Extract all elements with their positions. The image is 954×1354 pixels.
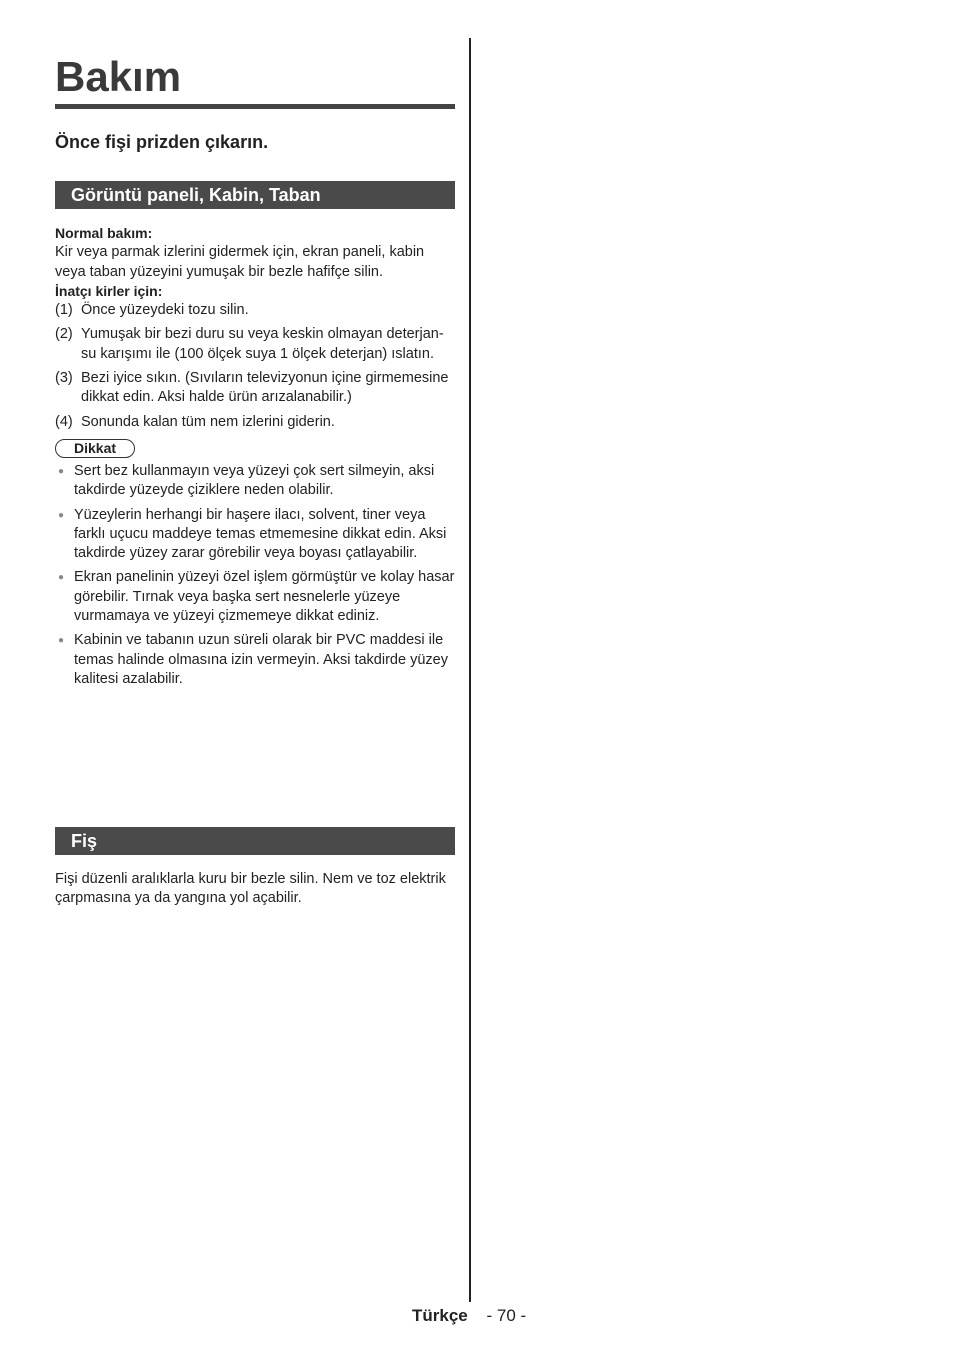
list-item [55,462,455,501]
list-item [55,413,455,432]
list-item [55,325,455,364]
section-panel-content [55,224,455,694]
caution-list [55,462,455,689]
step-text: Önce yüzeydeki tozu silin. [81,302,249,319]
page-number: - 70 - [486,1306,527,1325]
list-item [55,369,455,408]
bullet-icon: ● [58,572,65,584]
bullet-icon: ● [58,635,65,647]
list-item [55,301,455,320]
step-text: Yumuşak bir bezi duru su veya keskin olmayan deterjan-su karışımı ile (100 ölçek suya 1 ölçek deterjan) ıslatın. [81,326,444,362]
page-title: Bakım [55,53,182,100]
bullet-icon: ● [58,465,65,477]
step-number: (3) [55,370,73,387]
step-number: (1) [55,302,73,319]
cleaning-steps [55,301,455,432]
list-item [55,631,455,689]
plug-text: Fişi düzenli aralıklarla kuru bir bezle silin. Nem ve toz elektrik çarpmasına ya da yangına yol açabilir. [55,871,446,907]
step-text: Sonunda kalan tüm nem izlerini giderin. [81,413,335,430]
list-item [55,568,455,626]
caution-badge: Dikkat [55,439,135,458]
normal-care-text: Kir veya parmak izlerini gidermek için, ekran paneli, kabin veya taban yüzeyini yumuşak bir bezle hafifçe silin. [55,244,425,280]
section-heading-plug: Fiş [55,827,455,855]
caution-text: Yüzeylerin herhangi bir haşere ilacı, solvent, tiner veya farklı uçucu maddeye temas etmemesine dikkat edin. Aksi takdirde yüzey zarar görebilir veya boyası çatlayabilir. [74,506,447,562]
page-footer [412,1306,526,1326]
stubborn-dirt-label: İnatçı kirler için: [55,282,163,299]
caution-text: Ekran panelinin yüzeyi özel işlem görmüştür ve kolay hasar görebilir. Tırnak veya başka sert nesnelerle yüzeye vurmamaya ve yüzeyi çizmemeye dikkat ediniz. [74,569,455,625]
section-plug-content [55,870,455,909]
caution-text: Kabinin ve tabanın uzun süreli olarak bir PVC maddesi ile temas halinde olmasına izin vermeyin. Aksi takdirde yüzey kalitesi azalabilir. [74,632,448,687]
lead-instruction: Önce fişi prizden çıkarın. [55,132,269,152]
list-item [55,506,455,564]
step-text: Bezi iyice sıkın. (Sıvıların televizyonun içine girmemesine dikkat edin. Aksi halde ürün arızalanabilir.) [81,370,449,406]
column-divider [469,38,471,1302]
section-heading-panel: Görüntü paneli, Kabin, Taban [55,181,455,209]
normal-care-label: Normal bakım: [55,225,153,241]
caution-text: Sert bez kullanmayın veya yüzeyi çok sert silmeyin, aksi takdirde yüzeyde çiziklere neden olabilir. [74,462,435,499]
step-number: (4) [55,413,73,430]
step-number: (2) [55,326,73,343]
footer-language: Türkçe [412,1306,468,1325]
bullet-icon: ● [58,509,65,521]
title-rule [55,104,455,109]
